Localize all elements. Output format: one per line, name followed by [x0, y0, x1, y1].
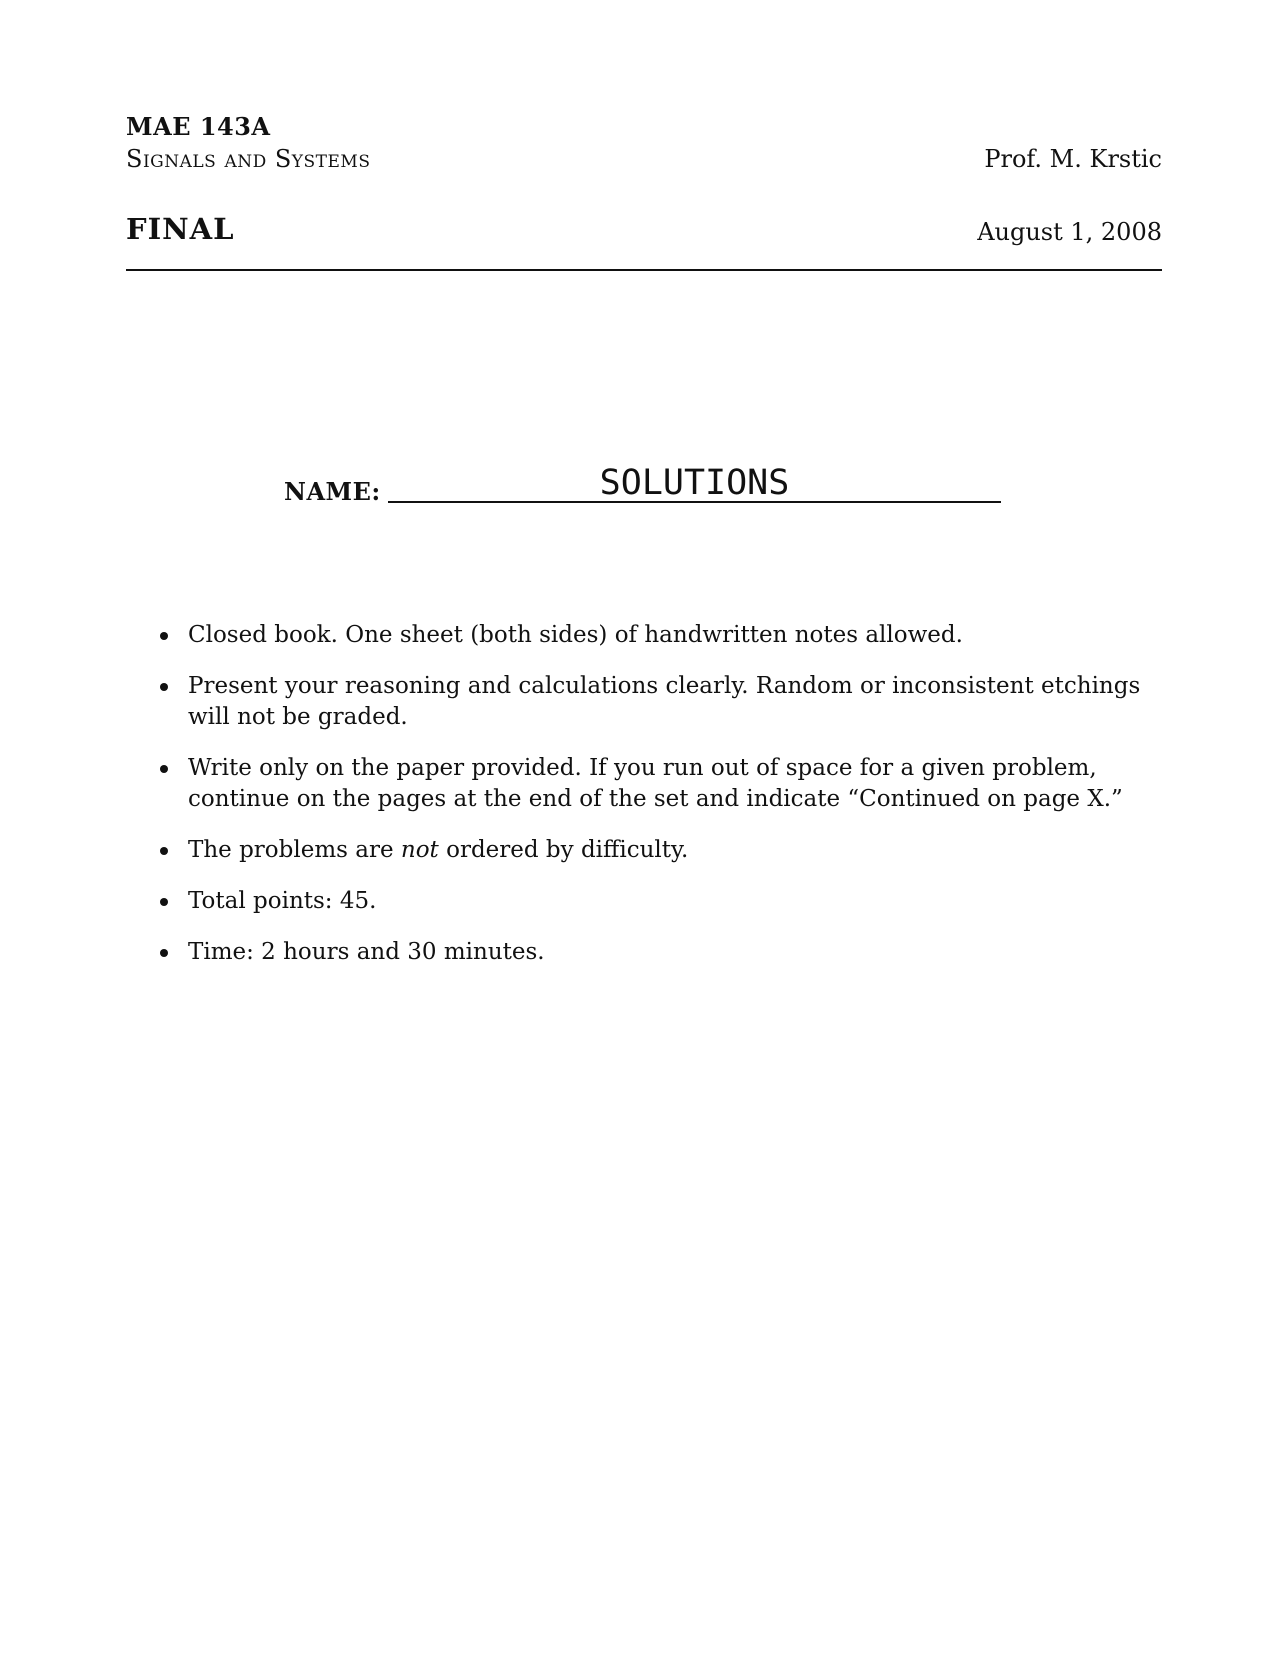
- course-code: MAE 143A: [126, 112, 271, 141]
- exam-date: August 1, 2008: [977, 218, 1162, 246]
- bullet-icon: [160, 683, 168, 691]
- professor-name: Prof. M. Krstic: [984, 145, 1162, 173]
- instruction-item: [150, 835, 1162, 866]
- instruction-text: [188, 837, 688, 863]
- instruction-text: Time: 2 hours and 30 minutes.: [188, 939, 545, 965]
- exam-title: FINAL: [126, 212, 235, 246]
- instructions-list: [150, 620, 1162, 988]
- header-divider: [126, 269, 1162, 271]
- instruction-text: Write only on the paper provided. If you run out of space for a given problem, continue on the pages at the end of the set and indicate “Continued on page X.”: [188, 755, 1123, 812]
- instruction-text: Present your reasoning and calculations clearly. Random or inconsistent etchings will not be graded.: [188, 673, 1141, 730]
- instruction-text: Total points: 45.: [188, 888, 377, 914]
- instruction-item: [150, 886, 1162, 917]
- bullet-icon: [160, 898, 168, 906]
- bullet-icon: [160, 847, 168, 855]
- instruction-item: [150, 671, 1162, 733]
- name-value: SOLUTIONS: [599, 463, 790, 503]
- bullet-icon: [160, 765, 168, 773]
- course-name: Signals and Systems: [126, 145, 371, 173]
- instruction-text-after: ordered by difficulty.: [438, 837, 689, 863]
- name-underline: [388, 501, 1001, 503]
- bullet-icon: [160, 949, 168, 957]
- instruction-item: [150, 620, 1162, 651]
- instruction-emphasis: not: [400, 837, 439, 863]
- name-label: NAME:: [284, 477, 381, 506]
- instruction-text: Closed book. One sheet (both sides) of handwritten notes allowed.: [188, 622, 963, 648]
- instruction-item: [150, 753, 1162, 815]
- instruction-item: [150, 937, 1162, 968]
- instruction-text-before: The problems are: [188, 837, 401, 863]
- bullet-icon: [160, 632, 168, 640]
